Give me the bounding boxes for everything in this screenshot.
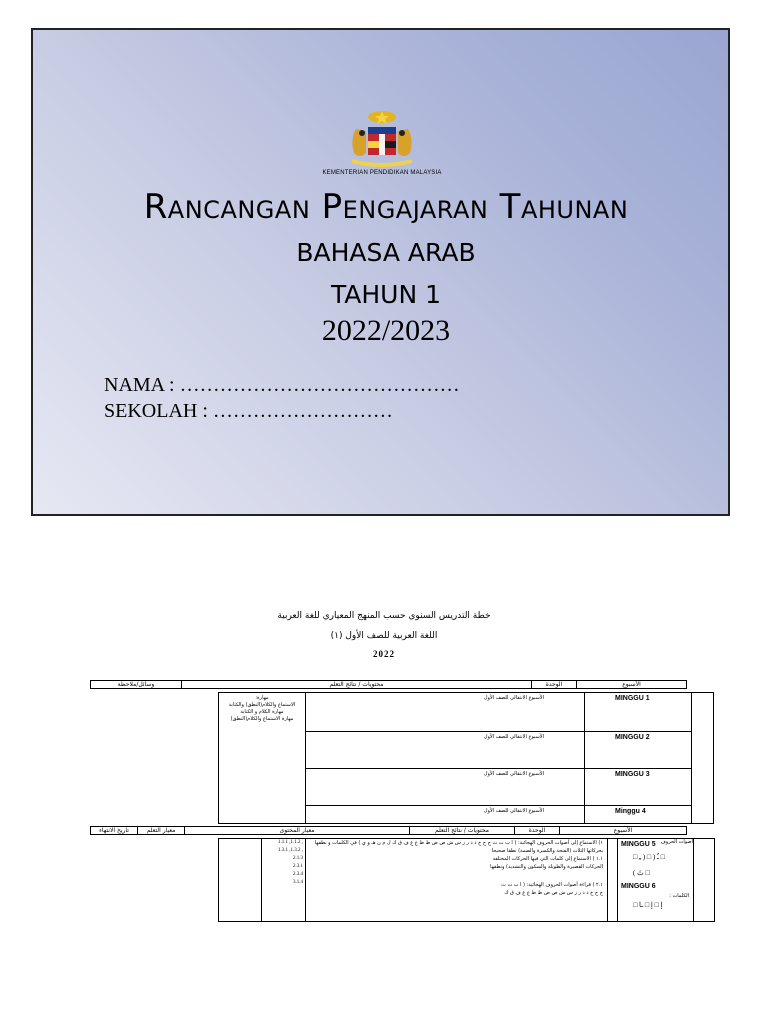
week-cell — [585, 732, 692, 769]
doc-heading-1: خطة التدريس السنوي حسب المنهج المعياري للغة العربية — [277, 611, 491, 621]
week-label: MINGGU 3 — [615, 771, 650, 778]
subject-title: BAHASA ARAB — [296, 238, 476, 267]
week-label: MINGGU 2 — [615, 734, 650, 741]
cover-page — [31, 28, 730, 516]
unit-label: أصوات الحروف — [660, 839, 693, 845]
standard-code: 2.1.3 — [293, 856, 303, 861]
standard-code: 1.3.1 ,1.3.2 , — [278, 848, 303, 853]
standard-code: 3.1.4 — [293, 880, 303, 885]
skills-line: الاستماع والكلام(النطق) والكتابة — [228, 702, 296, 708]
doc-heading-2: اللغة العربية للصف الأول (١) — [330, 631, 438, 641]
week-cell — [585, 806, 692, 823]
orientation-text: الأسبوع الانتقالي للصف الأول — [483, 695, 544, 701]
name-field: NAMA : …………………………………… — [104, 374, 460, 396]
skills-line: مهارة الكلام و الكتابة — [240, 709, 284, 715]
letter-glyph-icon: □ ـُ ( □ ( ـِ □ — [633, 853, 665, 861]
table1-header — [90, 680, 687, 689]
orientation-text: الأسبوع الانتقالي للصف الأول — [483, 771, 544, 777]
orientation-row — [306, 732, 585, 769]
standard-code: 1.1.1 ,1.1.2 , — [278, 840, 303, 845]
plan-title: Rancangan Pengajaran Tahunan — [143, 187, 629, 227]
orientation-row — [306, 693, 585, 732]
table1-right-border — [713, 693, 714, 823]
header-learning-standard: معيار التعلم — [138, 827, 185, 835]
header-unit: الوحدة — [532, 681, 577, 689]
header-content: محتويات / نتائج التعلم — [182, 681, 532, 689]
standard-code: 2.3.1 — [293, 864, 303, 869]
school-field: SEKOLAH : ……………………… — [104, 400, 393, 422]
table2-inner-border — [693, 839, 694, 921]
letter-glyph-icon: □ إ □ إ □ ـا — [633, 901, 663, 909]
week-label: MINGGU 6 — [621, 883, 656, 890]
week-label: MINGGU 1 — [615, 695, 650, 702]
week-cell — [585, 769, 692, 806]
header-content: محتويات / نتائج التعلم — [410, 827, 515, 835]
week-divider — [617, 839, 618, 921]
orientation-text: الأسبوع الانتقالي للصف الأول — [483, 808, 544, 814]
header-content-standard: معيار المحتوى — [185, 827, 410, 835]
orientation-row — [306, 806, 585, 823]
header-week: الأسبوع — [577, 681, 687, 689]
academic-year: 2022/2023 — [321, 314, 451, 347]
header-notes: وسائل/ملاحظة — [91, 681, 182, 689]
content-divider — [607, 839, 608, 921]
content-line: ٢.١ ) قراءة أصوات الحروف الهجائية: ( ا ب ت ث — [501, 882, 603, 888]
content-line: ١.١ ) الاستماع إلى كلمات التي فيها الحركات المختلفة — [492, 856, 603, 862]
week-label: Minggu 4 — [615, 808, 646, 815]
standards-cell — [262, 839, 306, 921]
header-end-date: تاريخ الانتهاء — [91, 827, 138, 835]
table2-header — [90, 826, 687, 835]
unit-label: الكلمات : — [669, 893, 689, 899]
orientation-text: الأسبوع الانتقالي للصف الأول — [483, 734, 544, 740]
header-unit: الوحدة — [515, 827, 560, 835]
content-cell — [307, 839, 607, 921]
week-label: MINGGU 5 — [621, 841, 656, 848]
doc-heading-3: 2022 — [373, 649, 395, 659]
week-cell — [585, 693, 692, 732]
grade-title: TAHUN 1 — [330, 280, 442, 309]
skills-cell — [219, 693, 306, 823]
content-line: ١) الاستماع إلى أصوات الحروف الهجائية: ( ا ب ت ث ج ح خ د ذ ر ز س ش ص ض ط ظ ع غ ف ق ك ل م ن هـ و ي ) في الكلمات و نطقها — [314, 840, 603, 846]
malaysia-coat-of-arms-icon — [342, 109, 422, 171]
letter-glyph-icon: ( ثَ □ — [633, 869, 650, 877]
skills-line: مهارة الاستماع والكلام(النطق) — [230, 716, 294, 722]
content-line: الحركات القصيرة والطويلة والسكون والتشديد) ونطقها — [490, 864, 603, 870]
end-date-cell — [219, 839, 262, 921]
week-cell — [619, 839, 693, 921]
content-line: بحركاتها الثلاث (الفتحة والكسرة والضمة) نطقا صحيحا — [491, 848, 603, 854]
content-line: ج ح خ د ذ ر ز س ش ص ض ط ظ ع غ ف ق ك — [504, 890, 603, 896]
skills-line: مهارة: — [255, 695, 269, 701]
orientation-row — [306, 769, 585, 806]
standard-code: 2.3.4 — [293, 872, 303, 877]
table2-body — [218, 838, 715, 922]
ministry-name: KEMENTERIAN PENDIDIKAN MALAYSIA — [322, 170, 442, 176]
header-week: الأسبوع — [560, 827, 687, 835]
table1-body — [218, 692, 714, 824]
